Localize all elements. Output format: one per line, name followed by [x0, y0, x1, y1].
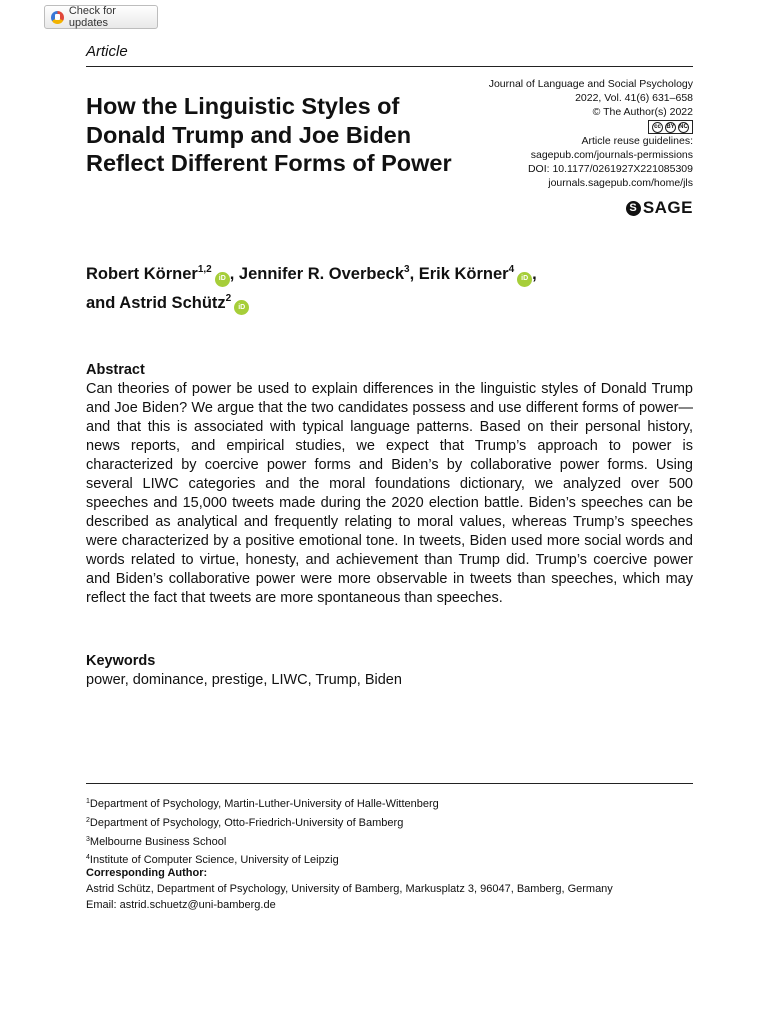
nc-icon: NC	[678, 122, 689, 133]
orcid-icon[interactable]: iD	[215, 272, 230, 287]
orcid-icon[interactable]: iD	[234, 300, 249, 315]
sage-logo	[626, 198, 693, 218]
copyright: © The Author(s) 2022	[592, 105, 693, 118]
affiliation-item: $^4$Institute of Computer Science, University of Leipzig	[86, 854, 339, 867]
journal-name: Journal of Language and Social Psychology	[488, 78, 693, 90]
check-for-updates-label: Check for updates	[68, 5, 116, 29]
cc-license-icon[interactable]	[648, 120, 693, 134]
affiliation-item: $^1$Department of Psychology, Martin-Luther-University of Halle-Wittenberg	[86, 798, 439, 810]
keywords-text: power, dominance, prestige, LIWC, Trump, Biden	[86, 672, 402, 688]
keywords-heading: Keywords	[86, 653, 156, 669]
author-affiliation-mark: 4	[508, 264, 515, 275]
author-affiliation-mark: 3	[404, 264, 410, 275]
affiliation-item: $^3$Melbourne Business School	[86, 835, 227, 848]
doi[interactable]: DOI: 10.1177/0261927X221085309	[527, 162, 693, 175]
abstract-heading: Abstract	[86, 362, 145, 378]
header-divider	[86, 66, 693, 67]
by-icon: BY	[665, 122, 676, 133]
author-affiliation-mark: 2	[225, 292, 232, 304]
journal-volume: 2022, Vol. 41(6) 631–658	[575, 91, 693, 104]
author-name: Robert Körner	[86, 265, 198, 283]
journal-link[interactable]: journals.sagepub.com/home/jls	[548, 176, 693, 189]
author-affiliation-mark: 1,2	[197, 264, 212, 275]
article-type-label: Article	[86, 43, 128, 60]
abstract-text: Can theories of power be used to explain differences in the linguistic styles of Donald Trump and Joe Biden? We argue that the two candidates possess and use different forms of power—and that this is associated with typical language patterns. Based on their personal history, news reports, and empirical studies, we expect that Trump’s approach to power is characterized by coercive power forms and Biden’s by collaborative power forms. Using several LIWC categories and the moral foundations dictionary, we analyzed over 500 speeches and 15,000 tweets made during the 2020 election battle. Biden’s speeches can be described as analytical and frequently relating to moral values, whereas Trump’s speeches were characterized by a positive emotional tone. In tweets, Biden used more social words and words related to virtue, honesty, and achievement than Trump did. Trump’s coercive power and Biden’s collaborative power were more observable in tweets than speeches, which may reflect the fact that tweets are more spontaneous than speeches.	[86, 381, 693, 606]
permissions-link[interactable]: sagepub.com/journals-permissions	[530, 149, 693, 162]
author-list: Robert Körner$^{1,2}$iD , Jennifer R. Overbeck$^3$, Erik Körner$^4$iD , and Astrid Schütz$^2$iD	[86, 258, 706, 315]
corresponding-author-address: Astrid Schütz, Department of Psychology, University of Bamberg, Markusplatz 3, 96047, Bamberg, Germany	[86, 883, 613, 895]
corresponding-author-details	[86, 882, 613, 913]
paper-title: How the Linguistic Styles of Donald Trump and Joe Biden Reflect Different Forms of Power	[86, 93, 452, 176]
affiliation-item: $^2$Department of Psychology, Otto-Friedrich-University of Bamberg	[86, 816, 404, 829]
affiliations	[86, 794, 439, 869]
journal-info	[433, 78, 693, 191]
orcid-icon[interactable]: iD	[517, 272, 532, 287]
crossmark-icon	[51, 11, 64, 24]
publisher-name: SAGE	[642, 198, 693, 217]
cc-icon: cc	[652, 122, 663, 133]
author-name: and Astrid Schütz	[86, 293, 226, 312]
footnote-divider	[86, 783, 693, 784]
check-for-updates-button[interactable]	[44, 5, 158, 29]
corresponding-author-email[interactable]: Email: astrid.schuetz@uni-bamberg.de	[86, 898, 276, 911]
sage-logo-icon: S	[626, 201, 641, 216]
reuse-guidelines: Article reuse guidelines:	[581, 135, 693, 148]
corresponding-author-heading: Corresponding Author:	[86, 867, 208, 879]
author-name: Erik Körner	[418, 265, 509, 283]
author-name: Jennifer R. Overbeck	[238, 265, 404, 283]
